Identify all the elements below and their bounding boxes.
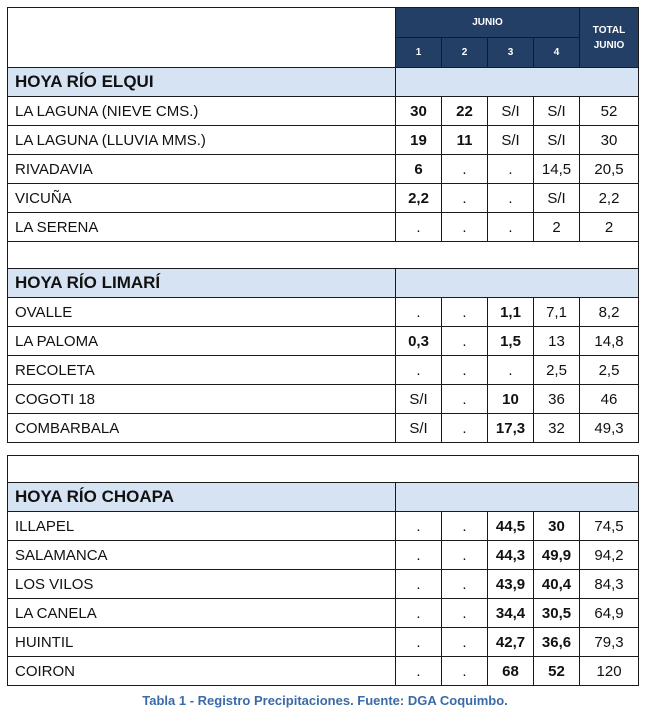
week-1-value: . [396, 657, 442, 686]
week-1-value: 30 [396, 97, 442, 126]
week-4-value: 40,4 [534, 570, 580, 599]
week-3-value: S/I [488, 97, 534, 126]
station-name: COMBARBALA [8, 414, 396, 443]
station-name: RIVADAVIA [8, 155, 396, 184]
week-1-value: S/I [396, 414, 442, 443]
hoya-title: HOYA RÍO CHOAPA [8, 483, 396, 512]
week-2-value: . [442, 512, 488, 541]
station-name: LA SERENA [8, 213, 396, 242]
week-2-value: . [442, 298, 488, 327]
week-2-value: . [442, 599, 488, 628]
table-row [8, 126, 639, 155]
week-3-value: 42,7 [488, 628, 534, 657]
table-row [8, 570, 639, 599]
week-1-value: . [396, 512, 442, 541]
station-name: LOS VILOS [8, 570, 396, 599]
header-total-line2: JUNIO [593, 39, 625, 51]
week-4-value: 36 [534, 385, 580, 414]
table-row [8, 155, 639, 184]
week-4-value: S/I [534, 126, 580, 155]
precipitation-table-container [7, 7, 638, 686]
table-row [8, 327, 639, 356]
table-row [8, 599, 639, 628]
week-4-value: 30 [534, 512, 580, 541]
total-value: 79,3 [580, 628, 639, 657]
total-value: 52 [580, 97, 639, 126]
week-3-value: . [488, 184, 534, 213]
week-3-value: 1,1 [488, 298, 534, 327]
precipitation-table-choapa [7, 455, 639, 686]
week-2-value: 11 [442, 126, 488, 155]
station-name: HUINTIL [8, 628, 396, 657]
week-1-value: . [396, 570, 442, 599]
week-4-value: 13 [534, 327, 580, 356]
week-1-value: S/I [396, 385, 442, 414]
station-name: COGOTI 18 [8, 385, 396, 414]
week-3-value: 44,3 [488, 541, 534, 570]
week-4-value: S/I [534, 97, 580, 126]
total-value: 2,5 [580, 356, 639, 385]
total-value: 8,2 [580, 298, 639, 327]
station-name: SALAMANCA [8, 541, 396, 570]
station-name: LA PALOMA [8, 327, 396, 356]
header-month: JUNIO [396, 8, 580, 38]
total-value: 46 [580, 385, 639, 414]
total-value: 30 [580, 126, 639, 155]
week-4-value: 14,5 [534, 155, 580, 184]
table-row [8, 97, 639, 126]
week-4-value: 52 [534, 657, 580, 686]
station-name: LA LAGUNA (NIEVE CMS.) [8, 97, 396, 126]
table-row [8, 541, 639, 570]
week-4-value: 7,1 [534, 298, 580, 327]
week-3-value: 43,9 [488, 570, 534, 599]
table-row [8, 298, 639, 327]
total-value: 14,8 [580, 327, 639, 356]
week-3-value: 17,3 [488, 414, 534, 443]
week-4-value: 36,6 [534, 628, 580, 657]
week-1-value: . [396, 213, 442, 242]
total-value: 64,9 [580, 599, 639, 628]
week-1-value: . [396, 541, 442, 570]
table-row [8, 184, 639, 213]
station-name: OVALLE [8, 298, 396, 327]
week-3-value: . [488, 356, 534, 385]
total-value: 94,2 [580, 541, 639, 570]
week-3-value: . [488, 155, 534, 184]
total-value: 2 [580, 213, 639, 242]
hoya-row [8, 68, 639, 97]
station-name: COIRON [8, 657, 396, 686]
week-4-value: 49,9 [534, 541, 580, 570]
total-value: 120 [580, 657, 639, 686]
table-row [8, 213, 639, 242]
total-value: 74,5 [580, 512, 639, 541]
week-3-value: 1,5 [488, 327, 534, 356]
week-3-value: 10 [488, 385, 534, 414]
week-4-value: 32 [534, 414, 580, 443]
header-week-4: 4 [534, 38, 580, 68]
week-4-value: 2 [534, 213, 580, 242]
table-row [8, 657, 639, 686]
table-caption: Tabla 1 - Registro Precipitaciones. Fuente: DGA Coquimbo. [142, 693, 508, 708]
header-blank-cell [8, 8, 396, 68]
header-week-2: 2 [442, 38, 488, 68]
hoya-row [8, 269, 639, 298]
week-3-value: 34,4 [488, 599, 534, 628]
total-value: 2,2 [580, 184, 639, 213]
hoya-title: HOYA RÍO LIMARÍ [8, 269, 396, 298]
week-2-value: 22 [442, 97, 488, 126]
total-value: 84,3 [580, 570, 639, 599]
week-1-value: 0,3 [396, 327, 442, 356]
week-2-value: . [442, 155, 488, 184]
table-row [8, 512, 639, 541]
week-3-value: S/I [488, 126, 534, 155]
header-total-line1: TOTAL [592, 24, 626, 36]
week-4-value: S/I [534, 184, 580, 213]
spacer-row [8, 242, 639, 269]
total-value: 20,5 [580, 155, 639, 184]
station-name: RECOLETA [8, 356, 396, 385]
week-3-value: . [488, 213, 534, 242]
week-2-value: . [442, 628, 488, 657]
total-value: 49,3 [580, 414, 639, 443]
week-2-value: . [442, 327, 488, 356]
precipitation-table [7, 7, 639, 443]
week-1-value: . [396, 356, 442, 385]
header-week-1: 1 [396, 38, 442, 68]
hoya-title: HOYA RÍO ELQUI [8, 68, 396, 97]
table-row [8, 385, 639, 414]
table-row [8, 356, 639, 385]
table-row [8, 414, 639, 443]
hoya-row [8, 483, 639, 512]
week-1-value: . [396, 599, 442, 628]
week-4-value: 2,5 [534, 356, 580, 385]
week-2-value: . [442, 356, 488, 385]
week-2-value: . [442, 541, 488, 570]
week-4-value: 30,5 [534, 599, 580, 628]
section-gap [7, 443, 638, 455]
station-name: ILLAPEL [8, 512, 396, 541]
hoya-fill [396, 483, 639, 512]
table-row [8, 628, 639, 657]
week-1-value: . [396, 628, 442, 657]
header-total [580, 8, 639, 68]
hoya-fill [396, 269, 639, 298]
week-3-value: 44,5 [488, 512, 534, 541]
week-2-value: . [442, 657, 488, 686]
station-name: VICUÑA [8, 184, 396, 213]
week-2-value: . [442, 570, 488, 599]
week-2-value: . [442, 184, 488, 213]
header-week-3: 3 [488, 38, 534, 68]
station-name: LA LAGUNA (LLUVIA MMS.) [8, 126, 396, 155]
week-2-value: . [442, 213, 488, 242]
week-2-value: . [442, 385, 488, 414]
week-1-value: 2,2 [396, 184, 442, 213]
week-1-value: 6 [396, 155, 442, 184]
hoya-fill [396, 68, 639, 97]
week-1-value: 19 [396, 126, 442, 155]
week-3-value: 68 [488, 657, 534, 686]
week-2-value: . [442, 414, 488, 443]
station-name: LA CANELA [8, 599, 396, 628]
week-1-value: . [396, 298, 442, 327]
spacer-row [8, 456, 639, 483]
